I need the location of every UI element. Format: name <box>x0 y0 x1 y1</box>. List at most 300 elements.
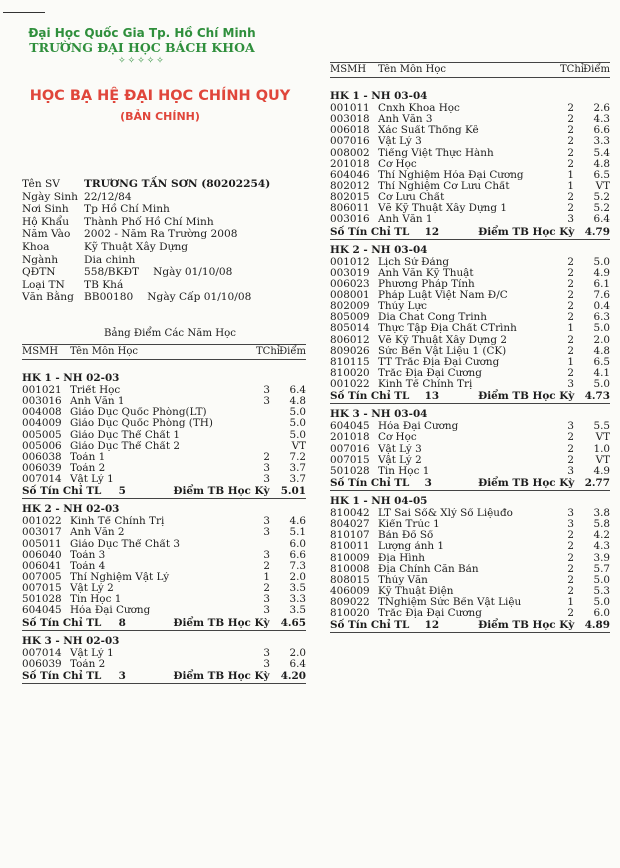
summary-avg-label: Điểm TB Học Kỳ <box>173 616 270 629</box>
course-code: 809022 <box>330 596 370 609</box>
course-code: 005006 <box>22 439 62 452</box>
course-row <box>330 432 610 443</box>
course-grade: 3.7 <box>289 473 306 486</box>
info-extra: Ngày 01/10/08 <box>153 266 233 279</box>
course-grade: 6.4 <box>289 657 306 670</box>
course-grade: 4.3 <box>593 113 610 126</box>
course-code: 007014 <box>22 473 62 486</box>
course-grade: 7.2 <box>289 450 306 463</box>
course-code: 008001 <box>330 288 370 301</box>
semester-title: HK 1 - NH 02-03 <box>22 372 120 384</box>
summary-avg-value: 2.77 <box>584 476 610 489</box>
decorative-stars: ✧✧✧✧✧ <box>118 56 166 66</box>
course-code: 006018 <box>330 124 370 137</box>
course-code: 501028 <box>22 593 62 606</box>
summary-avg-label: Điểm TB Học Kỳ <box>173 669 270 682</box>
course-credits: 1 <box>567 355 574 368</box>
course-code: 006039 <box>22 461 62 474</box>
course-credits: 1 <box>567 596 574 609</box>
course-grade: 6.6 <box>593 124 610 137</box>
course-name: Kinh Tế Chính Trị <box>70 516 165 528</box>
info-label: Nơi Sinh <box>22 203 69 216</box>
info-label: Văn Bằng <box>22 291 74 304</box>
semester-summary <box>330 477 610 490</box>
page-title: HỌC BẠ HỆ ĐẠI HỌC CHÍNH QUY <box>29 88 291 104</box>
course-grade: 7.3 <box>289 559 306 572</box>
semester-summary <box>22 485 306 498</box>
course-code: 003019 <box>330 266 370 279</box>
course-name: Anh Văn 2 <box>70 527 125 539</box>
info-row <box>22 279 312 292</box>
header-name: Tên Môn Học <box>70 346 138 358</box>
summary-avg-value: 4.73 <box>584 390 610 403</box>
course-name: Giáo Dục Thể Chất 2 <box>70 440 180 452</box>
course-credits: 2 <box>567 562 574 575</box>
semester-title: HK 3 - NH 02-03 <box>22 634 120 647</box>
summary-credits-label: Số Tín Chỉ TL <box>330 619 410 632</box>
course-name: Kiến Trúc 1 <box>378 519 440 531</box>
page-subtitle: (BẢN CHÍNH) <box>120 110 200 123</box>
summary-avg-value: 4.89 <box>584 619 610 632</box>
summary-credits-label: Số Tín Chỉ TL <box>22 616 102 629</box>
semester-block <box>330 90 610 240</box>
course-name: Vẽ Kỹ Thuật Xây Dựng 2 <box>378 334 507 346</box>
course-grade: 5.2 <box>593 191 610 204</box>
course-name: LT Sai Số& Xlý Số Liệuđo <box>378 507 513 519</box>
course-credits <box>256 418 270 429</box>
course-code: 810011 <box>330 540 370 553</box>
course-code: 802012 <box>330 179 370 192</box>
course-name: Vật Lý 1 <box>70 474 114 486</box>
course-grade: 4.2 <box>593 529 610 542</box>
summary-credits-value: 3 <box>118 669 126 682</box>
course-credits: 3 <box>263 515 270 528</box>
course-name: Thí Nghiệm Hóa Đại Cương <box>378 169 524 181</box>
course-code: 006041 <box>22 559 62 572</box>
course-credits: 3 <box>263 384 270 396</box>
course-row <box>330 444 610 455</box>
course-grade: 4.1 <box>593 366 610 379</box>
column-header <box>22 345 306 359</box>
info-label: Khoa <box>22 240 50 253</box>
university-name: Đại Học Quốc Gia Tp. Hồ Chí Minh <box>28 26 256 40</box>
course-grade: 4.8 <box>593 344 610 357</box>
course-code: 005011 <box>22 537 62 550</box>
course-credits: 2 <box>567 442 574 455</box>
course-code: 006023 <box>330 277 370 290</box>
course-row <box>330 214 610 225</box>
course-row <box>22 659 306 670</box>
course-name: Vật Lý 2 <box>378 454 422 466</box>
course-credits: 2 <box>567 255 574 268</box>
header-credits: TChỉ <box>560 64 584 76</box>
course-name: Dia Chat Cong Trinh <box>378 312 487 324</box>
course-code: 007016 <box>330 135 370 148</box>
course-code: 003017 <box>22 526 62 539</box>
course-grade: 6.0 <box>289 537 306 550</box>
info-row <box>22 191 312 204</box>
course-credits: 2 <box>567 311 574 324</box>
course-name: Xác Suất Thống Kê <box>378 125 479 137</box>
course-credits: 2 <box>263 582 270 595</box>
info-row <box>22 228 312 241</box>
course-row <box>22 418 306 429</box>
course-name: Lượng ảnh 1 <box>378 541 444 553</box>
course-grade: 2.6 <box>593 102 610 114</box>
semester-rule <box>330 632 610 633</box>
semester-title: HK 1 - NH 04-05 <box>330 494 428 507</box>
summary-credits-label: Số Tín Chỉ TL <box>22 669 102 682</box>
course-grade: 3.3 <box>289 593 306 606</box>
info-row <box>22 254 312 267</box>
summary-avg-value: 5.01 <box>280 485 306 498</box>
course-credits: 3 <box>263 593 270 606</box>
info-value: TRƯƠNG TẤN SƠN (80202254) <box>84 178 271 190</box>
course-name: Hóa Đại Cương <box>378 421 459 433</box>
info-value: BB00180 <box>84 291 134 304</box>
course-grade: 1.0 <box>593 442 610 455</box>
course-name: Vật Lý 2 <box>70 583 114 595</box>
course-credits: 2 <box>263 559 270 572</box>
semester-block <box>22 635 306 684</box>
course-code: 810115 <box>330 355 370 368</box>
info-row <box>22 266 312 279</box>
course-grade: 4.8 <box>289 395 306 408</box>
course-grade: 4.8 <box>593 157 610 170</box>
course-credits: 1 <box>263 570 270 583</box>
summary-credits-value: 12 <box>424 619 440 632</box>
course-code: 007015 <box>330 453 370 466</box>
course-row <box>330 335 610 346</box>
course-row <box>330 379 610 390</box>
course-code: 001022 <box>330 378 370 391</box>
course-code: 804027 <box>330 518 370 531</box>
summary-avg-value: 4.20 <box>280 669 306 682</box>
course-name: Vật Lý 3 <box>378 443 422 455</box>
course-credits: 2 <box>567 135 574 148</box>
course-credits: 3 <box>263 657 270 670</box>
course-code: 810008 <box>330 562 370 575</box>
course-credits: 2 <box>263 450 270 463</box>
course-row <box>330 608 610 619</box>
course-credits: 2 <box>567 540 574 553</box>
course-grade: 5.3 <box>593 584 610 597</box>
course-grade: 5.0 <box>593 378 610 391</box>
course-name: Toán 2 <box>70 658 106 670</box>
course-code: 007016 <box>330 442 370 455</box>
course-grade: 4.9 <box>593 266 610 279</box>
summary-avg-value: 4.65 <box>280 616 306 629</box>
summary-credits-label: Số Tín Chỉ TL <box>22 485 102 498</box>
course-name: Tin Học 1 <box>70 594 122 606</box>
semester-block <box>22 503 306 630</box>
course-name: Anh Văn 1 <box>70 396 125 408</box>
course-grade: 6.1 <box>593 277 610 290</box>
course-code: 201018 <box>330 431 370 444</box>
course-grade: 5.0 <box>593 322 610 335</box>
course-code: 810107 <box>330 529 370 542</box>
course-credits: 2 <box>567 191 574 204</box>
course-code: 005005 <box>22 428 62 441</box>
course-row <box>330 553 610 564</box>
course-code: 802009 <box>330 300 370 313</box>
semester-rule <box>330 490 610 491</box>
course-name: Trắc Địa Đại Cương <box>378 367 482 379</box>
course-name: Cơ Học <box>378 158 417 170</box>
semester-title: HK 1 - NH 03-04 <box>330 90 428 102</box>
info-label: Hộ Khẩu <box>22 215 70 228</box>
course-name: Giáo Dục Thể Chất 3 <box>70 538 180 550</box>
semester-summary <box>330 619 610 632</box>
semester-rule <box>330 239 610 240</box>
semester-title: HK 3 - NH 03-04 <box>330 408 428 421</box>
course-name: Triết Học <box>70 385 121 396</box>
info-label: Ngành <box>22 253 59 266</box>
course-grade: 5.2 <box>593 202 610 215</box>
semester-title: HK 2 - NH 02-03 <box>22 503 120 516</box>
course-row <box>330 323 610 334</box>
course-code: 604046 <box>330 168 370 181</box>
course-grade: 5.0 <box>289 417 306 430</box>
course-credits: 3 <box>263 646 270 659</box>
course-credits: 3 <box>567 213 574 226</box>
info-row <box>22 291 312 304</box>
course-name: TT Trắc Địa Đại Cương <box>378 356 500 368</box>
course-grade: 5.1 <box>289 526 306 539</box>
course-grade: 6.6 <box>289 548 306 561</box>
course-code: 604045 <box>330 420 370 433</box>
course-name: Địa Hình <box>378 552 425 564</box>
summary-avg-label: Điểm TB Học Kỳ <box>478 225 575 238</box>
course-code: 810020 <box>330 607 370 620</box>
course-credits: 2 <box>567 146 574 159</box>
course-credits: 3 <box>567 518 574 531</box>
course-credits: 3 <box>567 506 574 519</box>
course-credits: 3 <box>263 395 270 408</box>
course-code: 001021 <box>22 384 62 396</box>
course-name: Tin Học 1 <box>378 465 430 477</box>
course-credits: 3 <box>263 604 270 617</box>
course-grade: 5.0 <box>593 255 610 268</box>
course-name: Toán 4 <box>70 560 106 572</box>
header-name: Tên Môn Học <box>378 64 446 76</box>
course-row <box>22 474 306 485</box>
course-name: Bản Đồ Số <box>378 530 434 542</box>
header-grade: Điểm <box>583 64 610 76</box>
header-code: MSMH <box>330 64 367 76</box>
course-credits: 3 <box>263 473 270 486</box>
info-value: Dia chinh <box>84 253 136 266</box>
course-credits: 2 <box>567 551 574 564</box>
course-code: 003016 <box>22 395 62 408</box>
course-code: 501028 <box>330 464 370 477</box>
course-credits: 2 <box>567 124 574 137</box>
course-name: Giáo Dục Quốc Phòng (TH) <box>70 418 213 430</box>
course-grade: 6.3 <box>593 311 610 324</box>
info-value: 22/12/84 <box>84 190 132 203</box>
course-code: 604045 <box>22 604 62 617</box>
info-value: Thành Phố Hồ Chí Minh <box>84 215 214 228</box>
course-grade: VT <box>595 179 610 192</box>
summary-avg-label: Điểm TB Học Kỳ <box>478 390 575 403</box>
school-name: TRƯỜNG ĐẠI HỌC BÁCH KHOA <box>29 40 255 55</box>
course-credits: 3 <box>567 464 574 477</box>
course-credits <box>256 430 270 441</box>
course-credits: 2 <box>567 102 574 114</box>
header-grade: Điểm <box>279 346 306 358</box>
course-name: Tiếng Việt Thực Hành <box>378 147 494 159</box>
spacer <box>22 360 306 372</box>
info-label: Ngày Sinh <box>22 190 79 203</box>
course-name: Toán 3 <box>70 549 106 561</box>
course-code: 806012 <box>330 333 370 346</box>
course-grade: 3.7 <box>289 461 306 474</box>
column-header <box>330 63 610 77</box>
course-credits: 2 <box>567 453 574 466</box>
course-code: 810020 <box>330 366 370 379</box>
info-extra: Ngày Cấp 01/10/08 <box>147 291 252 304</box>
course-code: 008002 <box>330 146 370 159</box>
course-credits <box>256 407 270 418</box>
course-code: 809026 <box>330 344 370 357</box>
course-code: 007015 <box>22 582 62 595</box>
course-credits: 2 <box>567 202 574 215</box>
course-name: Cơ Lưu Chất <box>378 192 445 204</box>
course-grade: 5.0 <box>289 406 306 419</box>
course-name: Cnxh Khoa Học <box>378 103 460 114</box>
course-name: Vẽ Kỹ Thuật Xây Dựng 1 <box>378 203 507 215</box>
course-row <box>22 407 306 418</box>
course-code: 805009 <box>330 311 370 324</box>
course-credits: 2 <box>567 288 574 301</box>
course-code: 006039 <box>22 657 62 670</box>
course-grade: 6.5 <box>593 355 610 368</box>
course-code: 802015 <box>330 191 370 204</box>
semester-title: HK 2 - NH 03-04 <box>330 243 428 256</box>
summary-credits-value: 12 <box>424 225 440 238</box>
course-grade: 5.0 <box>289 428 306 441</box>
course-row <box>330 136 610 147</box>
semester-block <box>330 408 610 491</box>
course-grade: 7.6 <box>593 288 610 301</box>
course-grade: 3.5 <box>289 582 306 595</box>
summary-credits-value: 5 <box>118 485 126 498</box>
course-grade: 5.5 <box>593 420 610 433</box>
semester-rule <box>22 683 306 684</box>
course-code: 007014 <box>22 646 62 659</box>
course-credits: 2 <box>567 366 574 379</box>
course-code: 007005 <box>22 570 62 583</box>
course-grade: 4.3 <box>593 540 610 553</box>
course-grade: 3.5 <box>289 604 306 617</box>
course-credits: 2 <box>567 529 574 542</box>
info-label: Năm Vào <box>22 228 71 241</box>
course-grade: 5.4 <box>593 146 610 159</box>
summary-credits-label: Số Tín Chỉ TL <box>330 225 410 238</box>
course-credits: 2 <box>567 300 574 313</box>
summary-avg-value: 4.79 <box>584 225 610 238</box>
course-grade: 3.8 <box>593 506 610 519</box>
course-credits: 3 <box>263 461 270 474</box>
summary-credits-value: 8 <box>118 616 126 629</box>
corner-mark <box>3 12 45 13</box>
course-credits: 2 <box>567 266 574 279</box>
course-row <box>330 466 610 477</box>
course-grade: 5.8 <box>593 518 610 531</box>
course-grade: 5.0 <box>593 573 610 586</box>
course-credits: 3 <box>567 420 574 433</box>
course-code: 808015 <box>330 573 370 586</box>
info-value: 2002 - Năm Ra Trường 2008 <box>84 228 238 241</box>
semester-block <box>330 495 610 633</box>
course-row <box>330 541 610 552</box>
course-grade: VT <box>595 453 610 466</box>
header-credits: TChỉ <box>256 346 280 358</box>
course-credits: 2 <box>567 573 574 586</box>
course-credits: 1 <box>567 168 574 181</box>
course-name: Hóa Đại Cương <box>70 605 151 617</box>
semester-summary <box>22 617 306 630</box>
semester-block <box>22 372 306 499</box>
course-grade: 2.0 <box>593 333 610 346</box>
info-row <box>22 203 312 216</box>
course-grade: 6.4 <box>289 384 306 396</box>
semester-summary <box>330 226 610 239</box>
course-grade: VT <box>595 431 610 444</box>
course-credits: 3 <box>567 378 574 391</box>
course-name: Vật Lý 1 <box>70 647 114 659</box>
course-name: Toán 1 <box>70 451 106 463</box>
course-grade: 0.4 <box>593 300 610 313</box>
spacer <box>330 78 610 90</box>
summary-avg-label: Điểm TB Học Kỳ <box>478 619 575 632</box>
course-row <box>22 648 306 659</box>
course-credits: 3 <box>263 548 270 561</box>
course-code: 006040 <box>22 548 62 561</box>
info-value: 558/BKĐT <box>84 266 140 279</box>
course-code: 805014 <box>330 322 370 335</box>
course-grade: 3.3 <box>593 135 610 148</box>
course-row <box>22 396 306 407</box>
semester-summary <box>330 390 610 403</box>
info-row <box>22 241 312 254</box>
course-credits: 3 <box>263 526 270 539</box>
semester-rule <box>330 403 610 404</box>
course-code: 806011 <box>330 202 370 215</box>
info-label: Loại TN <box>22 278 65 291</box>
course-grade: 2.0 <box>289 646 306 659</box>
course-code: 001011 <box>330 102 370 114</box>
course-credits: 2 <box>567 431 574 444</box>
course-code: 001022 <box>22 515 62 528</box>
course-name: Giáo Dục Quốc Phòng(LT) <box>70 407 207 419</box>
course-credits: 2 <box>567 113 574 126</box>
course-name: Anh Văn Kỹ Thuật <box>378 267 474 279</box>
course-name: Thí Nghiệm Vật Lý <box>70 571 170 583</box>
summary-credits-value: 13 <box>424 390 440 403</box>
course-name: TNghiệm Sức Bền Vật Liệu <box>378 597 522 609</box>
course-name: Cơ Học <box>378 432 417 444</box>
summary-avg-label: Điểm TB Học Kỳ <box>173 485 270 498</box>
course-code: 810042 <box>330 506 370 519</box>
course-code: 001012 <box>330 255 370 268</box>
course-name: Pháp Luật Việt Nam Đ/C <box>378 289 508 301</box>
info-row <box>22 216 312 229</box>
course-name: Thí Nghiệm Cơ Lưu Chất <box>378 180 510 192</box>
course-credits: 2 <box>567 277 574 290</box>
info-label: QĐTN <box>22 266 56 279</box>
course-credits: 2 <box>567 344 574 357</box>
